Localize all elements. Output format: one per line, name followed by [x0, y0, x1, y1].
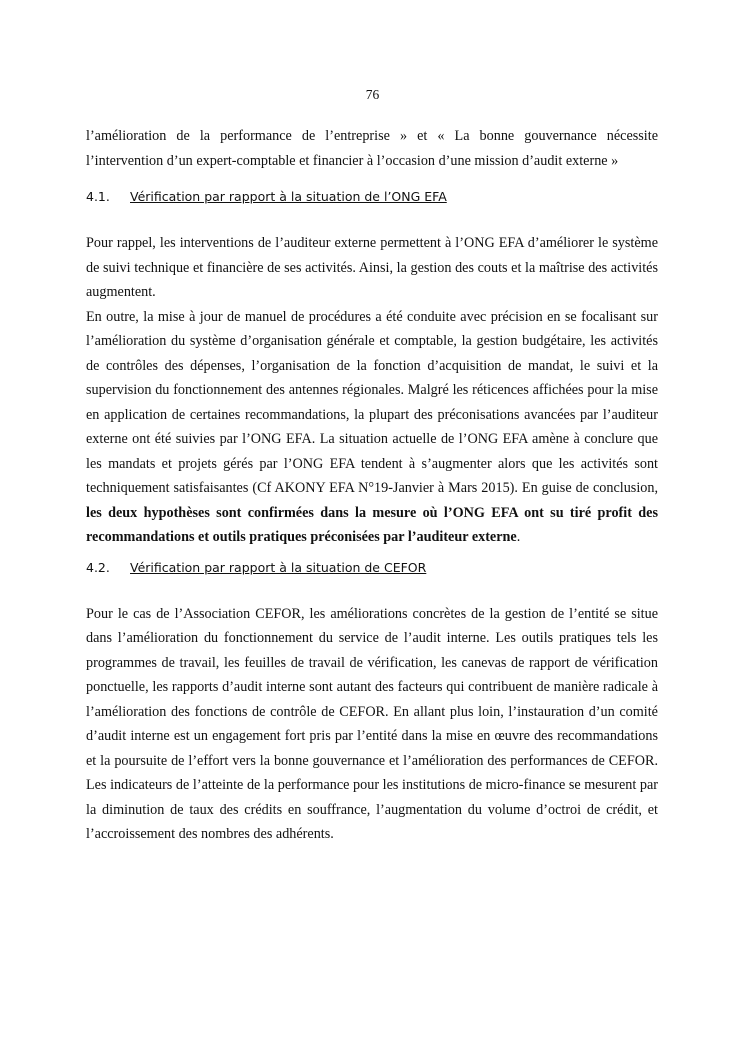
section-number: 4.1. — [86, 189, 110, 204]
section-4-1-paragraph-1: Pour rappel, les interventions de l’auditeur externe permettent à l’ONG EFA d’améliorer le système de suivi technique et financière de ses activités. Ainsi, la gestion des couts et la maîtrise des activités augmentent. — [86, 235, 658, 300]
section-4-1-paragraph-2 — [86, 305, 658, 550]
document-body — [86, 124, 658, 847]
section-number: 4.2. — [86, 559, 110, 575]
section-title: Vérification par rapport à la situation de l’ONG EFA — [130, 189, 447, 204]
paragraph-text-end: . — [516, 529, 521, 545]
section-4-2-paragraph-1: Pour le cas de l’Association CEFOR, les améliorations concrètes de la gestion de l’entité se situe dans l’amélioration du fonctionnement du service de l’audit interne. Les outils pratiques tels les programmes de travail, les feuilles de travail de vérification, les canevas de rapport de vérification ponctuelle, les rapports d’audit interne sont autant des facteurs qui contribuent de manière radicale à l’amélioration des fonctions de contrôle de CEFOR. En allant plus loin, l’instauration d’un comité d’audit interne est un engagement fort pris par l’entité dans la mise en œuvre des recommandations et la poursuite de l’effort vers la bonne gouvernance et l’amélioration des performances de CEFOR. Les indicateurs de l’atteinte de la performance pour les institutions de micro-finance se mesurent par la diminution de taux des crédits en souffrance, l’augmentation du volume d’octroi de crédit, et l’accroissement des nombres des adhérents. — [86, 605, 658, 842]
section-title: Vérification par rapport à la situation de CEFOR — [130, 559, 427, 575]
intro-paragraph: l’amélioration de la performance de l’entreprise » et « La bonne gouvernance nécessite l’intervention d’un expert-comptable et financier à l’occasion d’une mission d’audit externe » — [86, 128, 658, 169]
section-heading-4-2 — [86, 558, 658, 578]
section-heading-4-1 — [86, 187, 658, 207]
page-number: 76 — [365, 87, 380, 102]
conclusion-emphasis: les deux hypothèses sont confirmées dans la mesure où l’ONG EFA ont su tiré profit des recommandations et outils pratiques préconisées par l’auditeur externe — [86, 504, 658, 545]
paragraph-text: En outre, la mise à jour de manuel de procédures a été conduite avec précision en se focalisant sur l’amélioration du système d’organisation générale et comptable, la gestion budgétaire, les activités de contrôles des dépenses, l’organisation de la fonction d’acquisition de mandat, le suivi et la supervision du fonctionnement des antennes régionales. Malgré les réticences affichées pour la mise en application de certaines recommandations, la plupart des préconisations avancées par l’auditeur externe ont été suivies par l’ONG EFA. La situation actuelle de l’ONG EFA amène à conclure que les mandats et projets gérés par l’ONG EFA tendent à s’augmenter alors que les activités sont techniquement satisfaisantes (Cf AKONY EFA N°19-Janvier à Mars 2015). En guise de conclusion, — [86, 308, 658, 496]
